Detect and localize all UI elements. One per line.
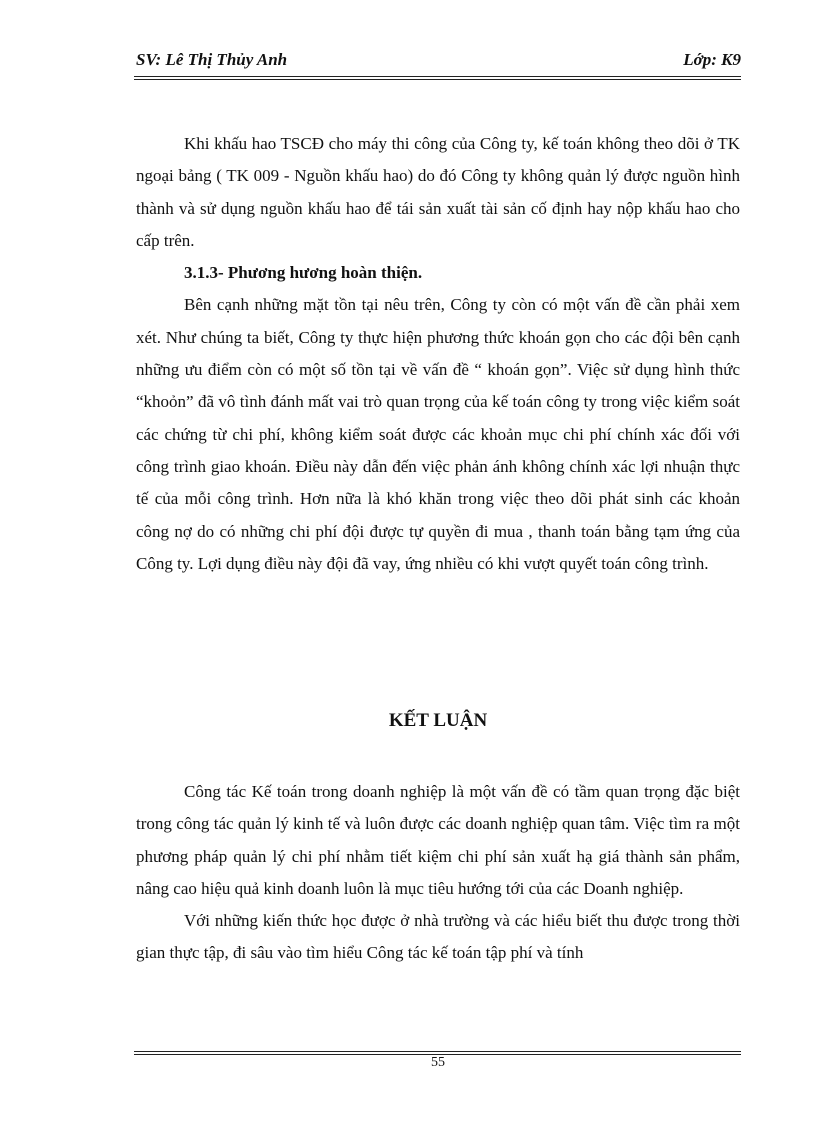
header-rule-top: [134, 76, 741, 77]
header-class: Lớp: K9: [683, 50, 741, 69]
paragraph-depreciation: Khi khấu hao TSCĐ cho máy thi công của Công ty, kế toán không theo dõi ở TK ngoại bảng ( TK 009 - Nguồn khấu hao) do đó Công ty không quản lý được nguồn hình thành và sử dụng nguồn khấu hao để tái sản xuất tài sản cố định hay nộp khấu hao cho cấp trên.: [136, 134, 740, 250]
footer-rule-top: [134, 1051, 741, 1052]
conclusion-title: KẾT LUẬN: [388, 710, 488, 731]
conclusion-paragraph-1: Công tác Kế toán trong doanh nghiệp là một vấn đề có tầm quan trọng đặc biệt trong công tác quản lý kinh tế và luôn được các doanh nghiệp quan tâm. Việc tìm ra một phương pháp quản lý chi phí nhằm tiết kiệm chi phí sản xuất hạ giá thành sản phẩm, nâng cao hiệu quả kinh doanh luôn là mục tiêu hướng tới của các Doanh nghiệp.: [136, 782, 740, 898]
body-text: [136, 128, 740, 580]
conclusion-text: [136, 776, 740, 970]
conclusion-paragraph-2: Với những kiến thức học được ở nhà trường và các hiểu biết thu được trong thời gian thực tập, đi sâu vào tìm hiểu Công tác kế toán tập phí và tính: [136, 911, 740, 963]
header-student-name: SV: Lê Thị Thủy Anh: [136, 50, 288, 69]
section-heading: 3.1.3- Phương hương hoàn thiện.: [184, 263, 423, 283]
page-header: [134, 48, 741, 76]
page-number: 55: [431, 1055, 445, 1070]
paragraph-improvement: Bên cạnh những mặt tồn tại nêu trên, Công ty còn có một vấn đề cần phải xem xét. Như chúng ta biết, Công ty thực hiện phương thức khoán gọn cho các đội bên cạnh những ưu điểm còn có một số tồn tại về vấn đề “ khoán gọn”. Việc sử dụng hình thức “khoỏn” đã vô tình đánh mất vai trò quan trọng của kế toán công ty trong việc kiểm soát các chứng từ chi phí, không kiểm soát được các khoản mục chi phí chính xác đối với công trình giao khoán. Điều này dẫn đến việc phản ánh không chính xác lợi nhuận thực tế của mỗi công trình. Hơn nữa là khó khăn trong việc theo dõi phát sinh các khoản công nợ do có những chi phí đội được tự quyền đi mua , thanh toán bằng tạm ứng của Công ty. Lợi dụng điều này đội đã vay, ứng nhiều có khi vượt quyết toán công trình.: [136, 295, 740, 573]
header-rule-bottom: [134, 79, 741, 80]
